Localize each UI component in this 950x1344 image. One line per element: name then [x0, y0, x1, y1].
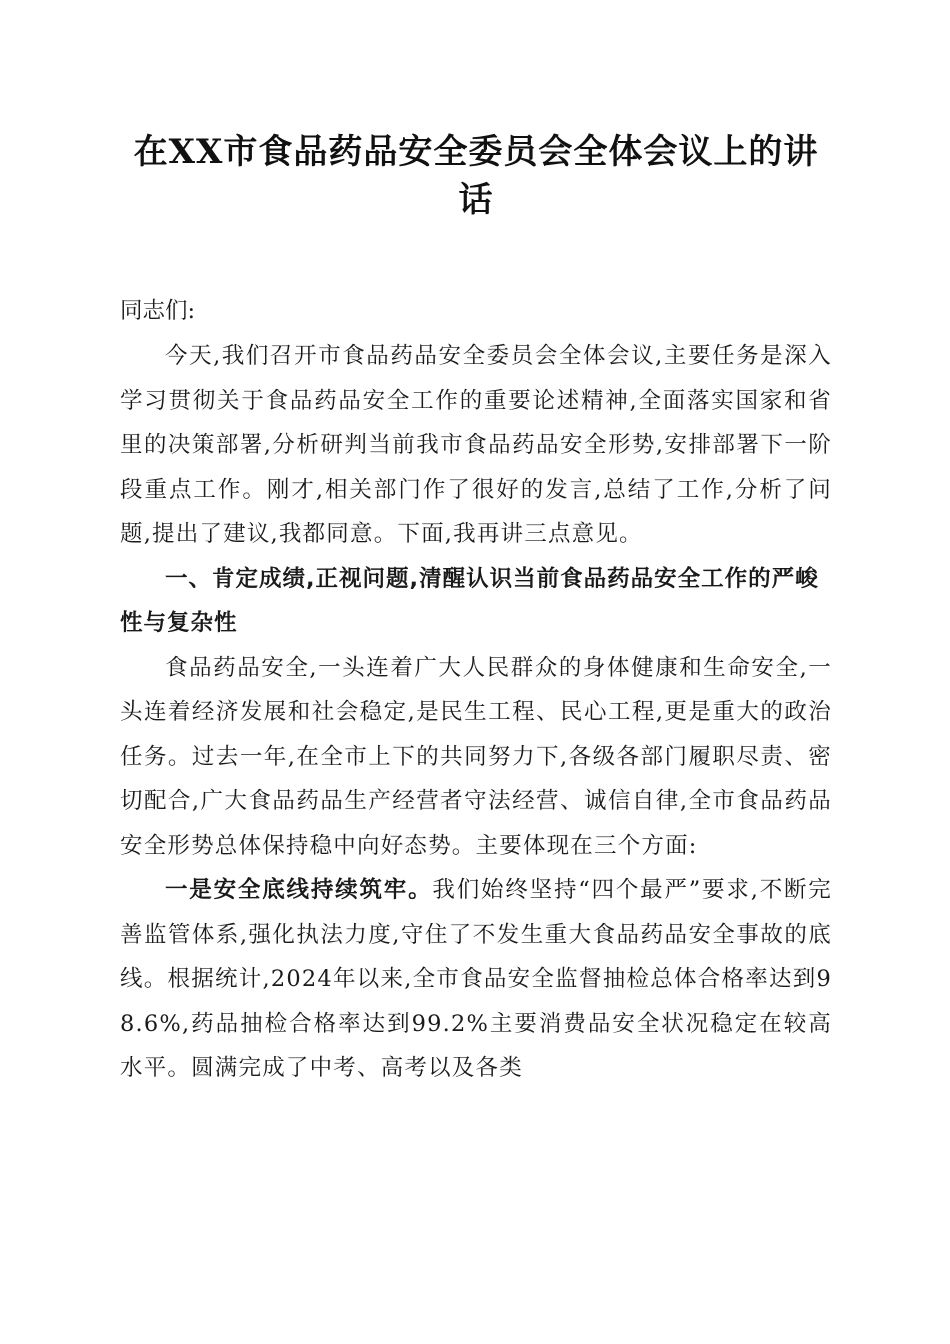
section-paragraph	[120, 868, 832, 1091]
intro-paragraph-text: 今天,我们召开市食品药品安全委员会全体会议,主要任务是深入学习贯彻关于食品药品安全工作的重要论述精神,全面落实国家和省里的决策部署,分析研判当前我市食品药品安全形势,安排部署下一阶段重点工作。刚才,相关部门作了很好的发言,总结了工作,分析了问题,提出了建议,我都同意。下面,我再讲三点意见。	[120, 343, 832, 547]
salutation: 同志们:	[120, 298, 196, 324]
document-page	[120, 128, 832, 1091]
intro-paragraph	[120, 334, 832, 557]
section-paragraph-text: 我们始终坚持“四个最严”要求,不断完善监管体系,强化执法力度,守住了不发生重大食品药品安全事故的底线。根据统计,2024年以来,全市食品安全监督抽检总体合格率达到98.6%,药品抽检合格率达到99.2%主要消费品安全状况稳定在较高水平。圆满完成了中考、高考以及各类	[120, 877, 833, 1081]
section-paragraph	[120, 646, 832, 869]
section-heading: 一、肯定成绩,正视问题,清醒认识当前食品药品安全工作的严峻性与复杂性	[120, 565, 819, 636]
paragraph-lead: 一是安全底线持续筑牢。	[165, 877, 433, 903]
section-paragraph-text: 食品药品安全,一头连着广大人民群众的身体健康和生命安全,一头连着经济发展和社会稳定,是民生工程、民心工程,更是重大的政治任务。过去一年,在全市上下的共同努力下,各级各部门履职尽责、密切配合,广大食品药品生产经营者守法经营、诚信自律,全市食品药品安全形势总体保持稳中向好态势。主要体现在三个方面:	[120, 654, 832, 859]
document-title: 在XX市食品药品安全委员会全体会议上的讲话	[133, 132, 819, 220]
